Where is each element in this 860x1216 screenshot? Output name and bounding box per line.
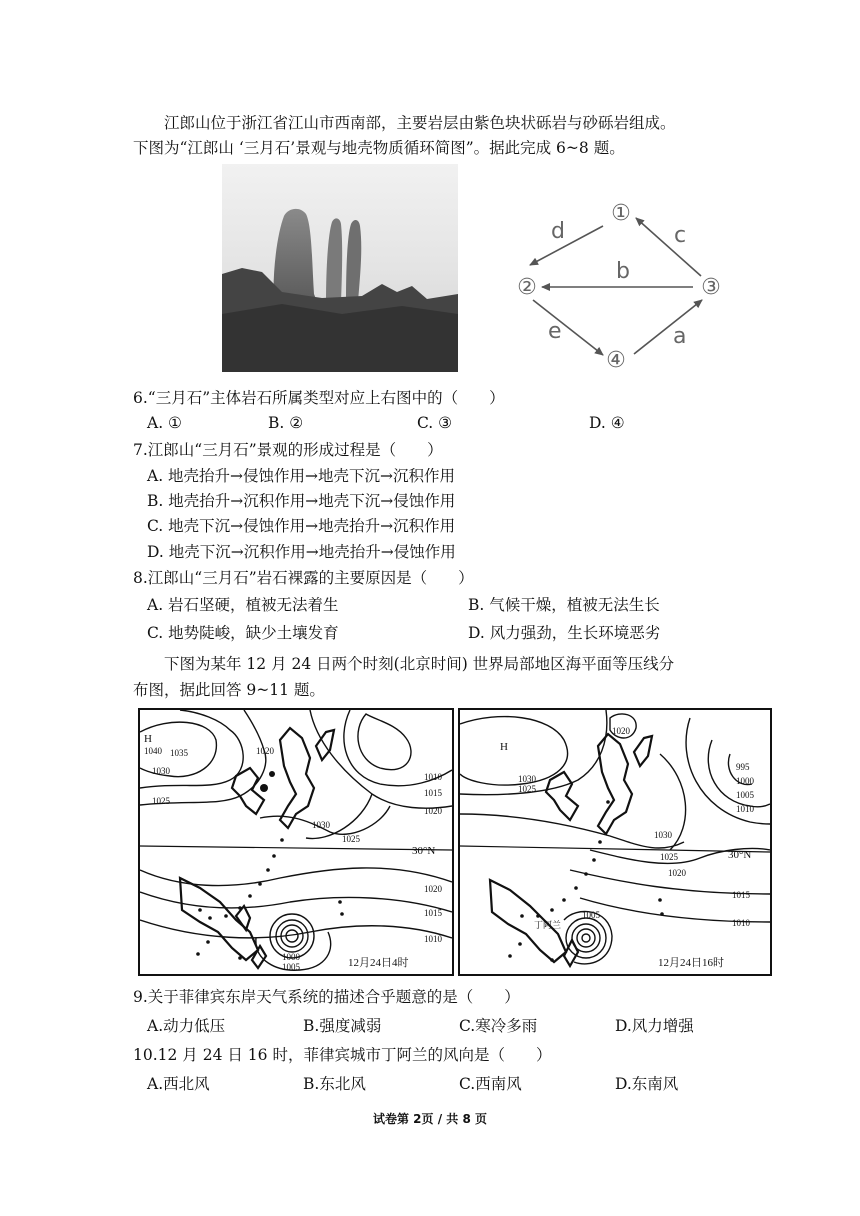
q6-option-d: D. ④	[589, 414, 625, 432]
isobar-map-4h	[138, 708, 454, 976]
q9-option-b: B.强度减弱	[303, 1017, 382, 1035]
arrow-a	[634, 300, 702, 354]
node-4: ④	[606, 348, 626, 373]
q9-option-c: C.寒冷多雨	[459, 1017, 538, 1035]
q8-option-c: C. 地势陡峻，缺少土壤发育	[147, 624, 339, 642]
q10-option-d: D.东南风	[615, 1075, 679, 1093]
isobar-map-16h	[458, 708, 772, 976]
q7-option-d: D. 地壳下沉→沉积作用→地壳抬升→侵蚀作用	[147, 543, 456, 561]
isobar-label: 1020	[668, 868, 686, 878]
label-b: b	[616, 259, 630, 284]
intro-line-1: 江郎山位于浙江省江山市西南部，主要岩层由紫色块状砾岩与砂砾岩组成。	[164, 114, 676, 132]
page-footer: 试卷第 2页 / 共 8 页	[373, 1112, 487, 1126]
high-pressure-label: H	[500, 741, 508, 753]
isobar-label: 1010	[424, 934, 442, 944]
q6-stem: 6.“三月石”主体岩石所属类型对应上右图中的（ ）	[133, 389, 505, 407]
map-caption: 12月24日4时	[348, 957, 409, 969]
q7-option-a: A. 地壳抬升→侵蚀作用→地壳下沉→沉积作用	[147, 467, 456, 485]
isobar-label: 1005	[736, 790, 754, 800]
isobar-label: 1015	[732, 890, 750, 900]
isobar-label: 1015	[424, 788, 442, 798]
isobar-label: 1040	[144, 746, 162, 756]
q8-option-a: A. 岩石坚硬，植被无法着生	[147, 596, 339, 614]
isobar-label: 1010	[424, 772, 442, 782]
q7-option-c: C. 地壳下沉→侵蚀作用→地壳抬升→沉积作用	[147, 517, 456, 535]
arrow-e	[533, 300, 603, 355]
isobar-label: 1010	[736, 804, 754, 814]
q6-option-c: C. ③	[417, 414, 453, 432]
q9-option-d: D.风力增强	[615, 1017, 694, 1035]
intro-line-2: 下图为“江郎山 ‘三月石’景观与地壳物质循环简图”。据此完成 6~8 题。	[133, 139, 625, 157]
isobar-label: 995	[736, 762, 750, 772]
isobar-label: 1020	[612, 726, 630, 736]
isobar-label: 1020	[424, 806, 442, 816]
high-pressure-label: H	[144, 733, 152, 745]
q8-stem: 8.江郎山“三月石”岩石裸露的主要原因是（ ）	[133, 569, 474, 587]
isobar-label: 1025	[518, 784, 536, 794]
latitude-label: 30°N	[728, 849, 752, 861]
q9-option-a: A.动力低压	[147, 1017, 226, 1035]
isobar-label: 1025	[342, 834, 360, 844]
isobar-label: 1025	[660, 852, 678, 862]
q9-stem: 9.关于菲律宾东岸天气系统的描述合乎题意的是（ ）	[133, 988, 520, 1006]
isobar-label: 1020	[424, 884, 442, 894]
isobar-label: 1000	[736, 776, 754, 786]
q7-option-b: B. 地壳抬升→沉积作用→地壳下沉→侵蚀作用	[147, 492, 456, 510]
intro2-line-1: 下图为某年 12 月 24 日两个时刻(北京时间) 世界局部地区海平面等压线分	[164, 655, 675, 673]
q7-stem: 7.江郎山“三月石”景观的形成过程是（ ）	[133, 441, 443, 459]
isobar-label: 1000	[282, 952, 300, 962]
q10-option-b: B.东北风	[303, 1075, 366, 1093]
isobar-label: 1005	[582, 910, 600, 920]
label-a: a	[673, 324, 687, 349]
q10-stem: 10.12 月 24 日 16 时，菲律宾城市丁阿兰的风向是（ ）	[133, 1046, 552, 1064]
q6-option-a: A. ①	[147, 414, 182, 432]
isobar-label: 1030	[312, 820, 330, 830]
node-3: ③	[701, 275, 721, 300]
label-d: d	[551, 219, 565, 244]
city-label: 丁阿兰	[534, 920, 562, 930]
isobar-label: 1005	[282, 962, 300, 972]
isobar-label: 1035	[170, 748, 188, 758]
isobar-label: 1030	[518, 774, 536, 784]
label-e: e	[548, 319, 562, 344]
q8-option-b: B. 气候干燥，植被无法生长	[468, 596, 660, 614]
isobar-label: 1030	[654, 830, 672, 840]
isobar-label: 1025	[152, 796, 170, 806]
isobar-label: 1020	[256, 746, 274, 756]
arrow-d	[530, 226, 603, 265]
q8-option-d: D. 风力强劲，生长环境恶劣	[468, 624, 661, 642]
node-2: ②	[517, 275, 537, 300]
intro2-line-2: 布图，据此回答 9~11 题。	[133, 681, 325, 699]
arrow-c	[636, 218, 701, 276]
jianglang-photo	[222, 164, 458, 372]
isobar-label: 1010	[732, 918, 750, 928]
q6-option-b: B. ②	[268, 414, 304, 432]
q10-option-c: C.西南风	[459, 1075, 522, 1093]
rock-cycle-diagram	[505, 190, 735, 380]
q10-option-a: A.西北风	[147, 1075, 210, 1093]
node-1: ①	[611, 201, 631, 226]
latitude-label: 30°N	[412, 845, 436, 857]
isobar-label: 1015	[424, 908, 442, 918]
label-c: c	[674, 223, 687, 248]
isobar-label: 1030	[152, 766, 170, 776]
map-caption: 12月24日16时	[658, 957, 724, 969]
